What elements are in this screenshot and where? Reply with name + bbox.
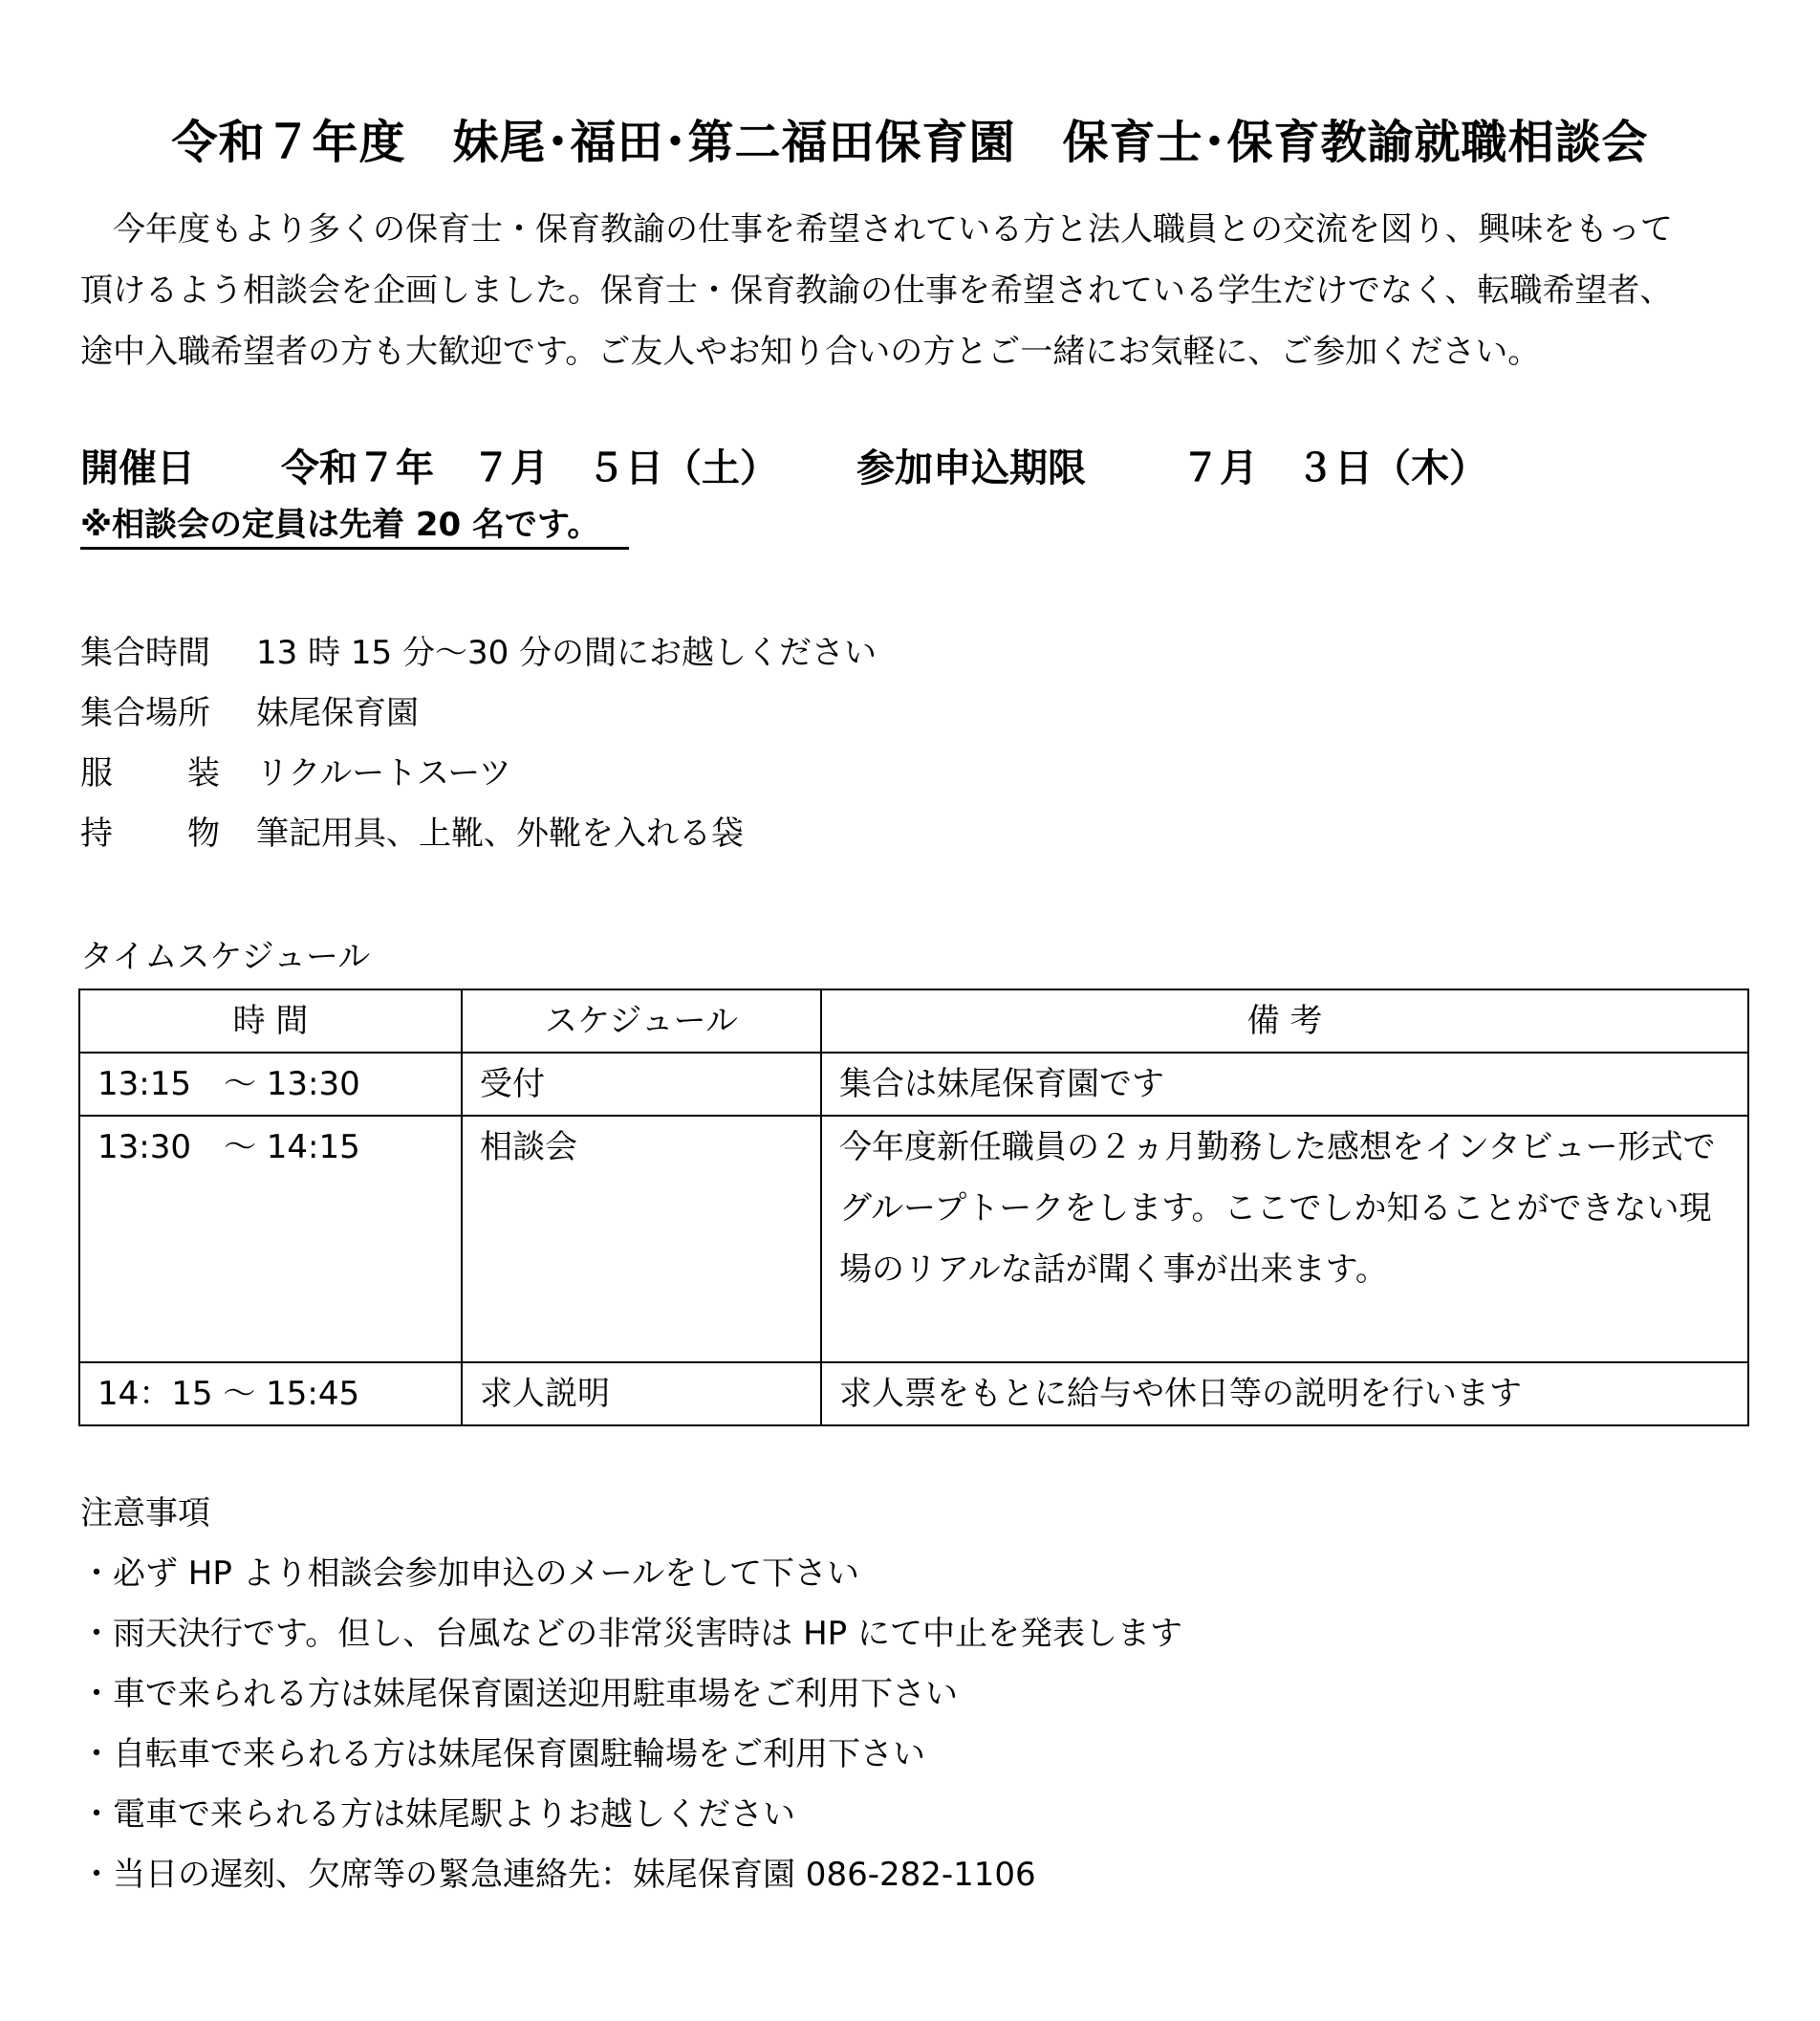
notes-heading: 注意事項 xyxy=(80,1494,210,1532)
dress-code-label xyxy=(80,755,220,792)
table-row xyxy=(79,1362,1748,1425)
belongings-label-char: 持 xyxy=(80,815,113,853)
time-cell: 13:30 ～ 14:15 xyxy=(79,1116,462,1362)
note-cell: 求人票をもとに給与や休日等の説明を行います xyxy=(821,1362,1748,1425)
intro-line: 頂けるよう相談会を企画しました。保育士・保育教諭の仕事を希望されている学生だけでなく、転職希望者、 xyxy=(80,272,1673,310)
intro-line: 途中入職希望者の方も大歓迎です。ご友人やお知り合いの方とご一緒にお気軽に、ご参加ください。 xyxy=(80,333,1541,371)
schedule-table xyxy=(78,989,1749,1426)
belongings-value: 筆記用具、上靴、外靴を入れる袋 xyxy=(256,815,744,853)
note-item: ・必ず HP より相談会参加申込のメールをして下さい xyxy=(80,1554,860,1593)
belongings-label-char: 物 xyxy=(187,815,220,853)
deadline-label: 参加申込期限 xyxy=(856,446,1086,490)
note-item: ・雨天決行です。但し、台風などの非常災害時は HP にて中止を発表します xyxy=(80,1615,1182,1653)
note-item: ・車で来られる方は妹尾保育園送迎用駐車場をご利用下さい xyxy=(80,1675,958,1713)
notes-column-header: 備 考 xyxy=(821,989,1748,1053)
meeting-place-label: 集合場所 xyxy=(80,694,210,732)
time-column-header: 時 間 xyxy=(79,989,462,1053)
table-row xyxy=(79,1053,1748,1116)
event-date-value: 令和７年 ７月 ５日（土） xyxy=(281,446,778,490)
schedule-header-row xyxy=(79,989,1748,1053)
event-date-label: 開催日 xyxy=(80,446,195,490)
note-cell: 今年度新任職員の２ヵ月勤務した感想をインタビュー形式でグループトークをします。ここでしか知ることができない現場のリアルな話が聞く事が出来ます。 xyxy=(821,1116,1748,1362)
schedule-cell: 求人説明 xyxy=(462,1362,821,1425)
dress-code-label-char: 装 xyxy=(187,754,220,793)
time-cell: 13:15 ～ 13:30 xyxy=(79,1053,462,1116)
meeting-time-value: 13 時 15 分～30 分の間にお越しください xyxy=(256,634,878,672)
schedule-heading: タイムスケジュール xyxy=(80,938,371,976)
meeting-place-value: 妹尾保育園 xyxy=(256,694,419,732)
page-title: 令和７年度 妹尾･福田･第二福田保育園 保育士･保育教諭就職相談会 xyxy=(171,116,1649,169)
capacity-notice: ※相談会の定員は先着 20 名です。 xyxy=(80,507,629,550)
table-row xyxy=(79,1116,1748,1362)
schedule-cell: 受付 xyxy=(462,1053,821,1116)
note-item: ・電車で来られる方は妹尾駅よりお越しください xyxy=(80,1795,795,1834)
schedule-column-header: スケジュール xyxy=(462,989,821,1053)
note-cell: 集合は妹尾保育園です xyxy=(821,1053,1748,1116)
deadline-value: ７月 ３日（木） xyxy=(1181,446,1487,490)
time-cell: 14：15 ～ 15:45 xyxy=(79,1362,462,1425)
note-item: ・当日の遅刻、欠席等の緊急連絡先：妹尾保育園 086-282-1106 xyxy=(80,1856,1036,1894)
schedule-cell: 相談会 xyxy=(462,1116,821,1362)
belongings-label xyxy=(80,815,220,852)
dress-code-label-char: 服 xyxy=(80,754,113,793)
note-item: ・自転車で来られる方は妹尾保育園駐輪場をご利用下さい xyxy=(80,1735,925,1773)
dress-code-value: リクルートスーツ xyxy=(256,754,511,793)
meeting-time-label: 集合時間 xyxy=(80,634,210,672)
intro-line: 今年度もより多くの保育士・保育教諭の仕事を希望されている方と法人職員との交流を図り、興味をもって xyxy=(80,210,1673,249)
